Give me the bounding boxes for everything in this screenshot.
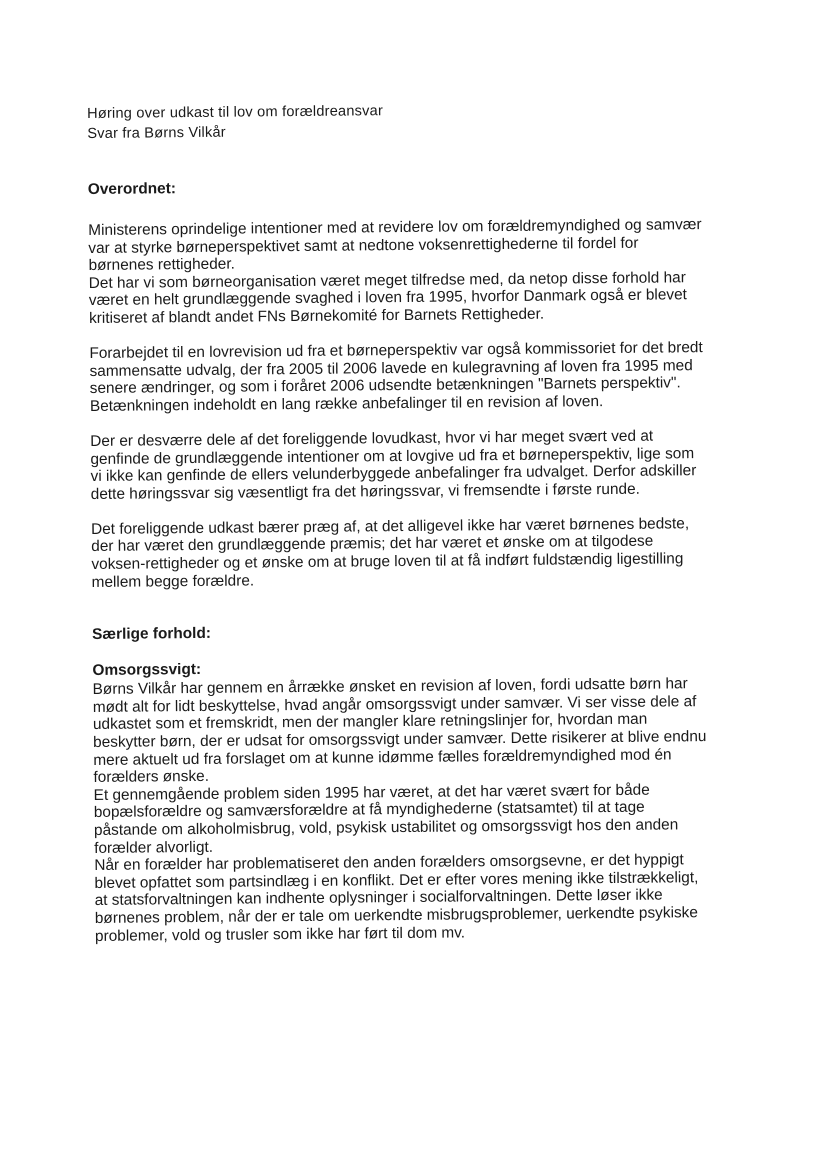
- paragraph-overordnet-1: [88, 216, 754, 328]
- paragraph-overordnet-4: [91, 514, 757, 591]
- text-line: senere ændringer, og som i foråret 2006 udsendte betænkningen "Barnets perspektiv".: [89, 374, 681, 398]
- text-line: at statsforvaltningen kan indhente oplysninger i socialforvaltningen. Dette løser ikke: [94, 886, 663, 910]
- text-line: blevet opfattet som partsindlæg i en konflikt. Det er efter vores mening ikke tilstrækkeligt,: [94, 868, 699, 892]
- text-line: Børns Vilkår har gennem en årrække ønsket en revision af loven, fordi udsatte børn har: [92, 675, 688, 699]
- text-line: der har været den grundlæggende præmis; det har været et ønske om at tilgodese: [91, 532, 654, 556]
- paragraph-overordnet-2: [89, 339, 755, 416]
- text-line: børnenes rettigheder.: [88, 255, 235, 275]
- title-line-2: Svar fra Børns Vilkår: [87, 124, 226, 142]
- text-line: mere aktuelt ud fra forslaget om at kunne idømme fælles forældremyndighed mod én: [93, 745, 672, 769]
- text-line: forælders ønske.: [93, 768, 210, 787]
- text-line: voksen-rettigheder og et ønske om at bruge loven til at få indført fuldstændig ligestilling: [91, 550, 684, 573]
- text-line: mødt alt for lidt beskyttelse, hvad angår omsorgssvigt under samvær. Vi ser visse dele af: [92, 692, 697, 716]
- text-line: vi ikke kan genfinde de ellers velunderbyggede anbefalinger fra udvalget. Derfor adskiller: [90, 462, 697, 486]
- document-title: [87, 98, 752, 144]
- paragraph-omsorgssvigt: [93, 675, 761, 945]
- text-line: genfinde de grundlæggende intentioner om at lovgive ud fra et børneperspektiv, lige som: [90, 444, 695, 468]
- text-line: mellem begge forældre.: [91, 572, 255, 591]
- text-line: Ministerens oprindelige intentioner med at revidere lov om forældremyndighed og samvær: [88, 216, 702, 239]
- text-line: problemer, vold og trusler som ikke har ført til dom mv.: [94, 923, 466, 945]
- text-line: bopælsforældre og samværsforældre at få myndighederne (statsamtet) til at tage: [93, 799, 645, 822]
- text-line: Forarbejdet til en lovrevision ud fra et børneperspektiv var også kommissoriet for det bredt: [89, 339, 703, 363]
- text-line: dette høringssvar sig væsentligt fra det høringssvar, vi fremsendte i første runde.: [90, 480, 640, 503]
- section-heading-saerlige: Særlige forhold:: [92, 625, 212, 644]
- section-heading-overordnet: Overordnet:: [87, 180, 176, 198]
- text-line: påstande om alkoholmisbrug, vold, psykisk ustabilitet og omsorgssvigt hos den anden: [93, 816, 679, 839]
- text-line: var at styrke børneperspektivet samt at nedtone voksenrettighederne til fordel for: [88, 234, 639, 257]
- text-line: Der er desværre dele af det foreliggende lovudkast, hvor vi har meget svært ved at: [90, 427, 654, 450]
- title-line-1: Høring over udkast til lov om forældreansvar: [87, 103, 384, 122]
- text-line: sammensatte udvalg, der fra 2005 til 2006 lavede en kulegravning af loven fra 1995 med: [89, 356, 693, 380]
- text-line: udkastet som et fremskridt, men der mangler klare retningslinjer for, hvordan man: [92, 711, 648, 734]
- subheading-omsorgssvigt: Omsorgssvigt:: [92, 661, 202, 680]
- text-line: Det foreliggende udkast bærer præg af, at det alligevel ikke har været børnenes bedste,: [91, 515, 690, 538]
- paragraph-overordnet-3: [90, 427, 756, 504]
- text-line: Et gennemgående problem siden 1995 har været, at det har været svært for både: [93, 781, 650, 804]
- text-line: forælder alvorligt.: [94, 838, 214, 857]
- text-line: Det har vi som børneorganisation været meget tilfredse med, da netop disse forhold har: [88, 269, 686, 292]
- text-line: Når en forælder har problematiseret den anden forælders omsorgsevne, er det hyppigt: [94, 851, 684, 875]
- document-body: [87, 98, 760, 945]
- text-line: børnenes problem, når der er tale om uerkendte misbrugsproblemer, uerkendte psykiske: [94, 904, 698, 927]
- text-line: kritiseret af blandt andet FNs Børnekomité for Barnets Rettigheder.: [88, 305, 545, 327]
- text-line: Betænkningen indeholdt en lang række anbefalinger til en revision af loven.: [89, 392, 604, 415]
- text-line: været en helt grundlæggende svaghed i loven fra 1995, hvorfor Danmark også er blevet: [88, 286, 687, 310]
- text-line: beskytter børn, der er udsat for omsorgssvigt under samvær. Dette risikerer at blive endnu: [93, 728, 707, 751]
